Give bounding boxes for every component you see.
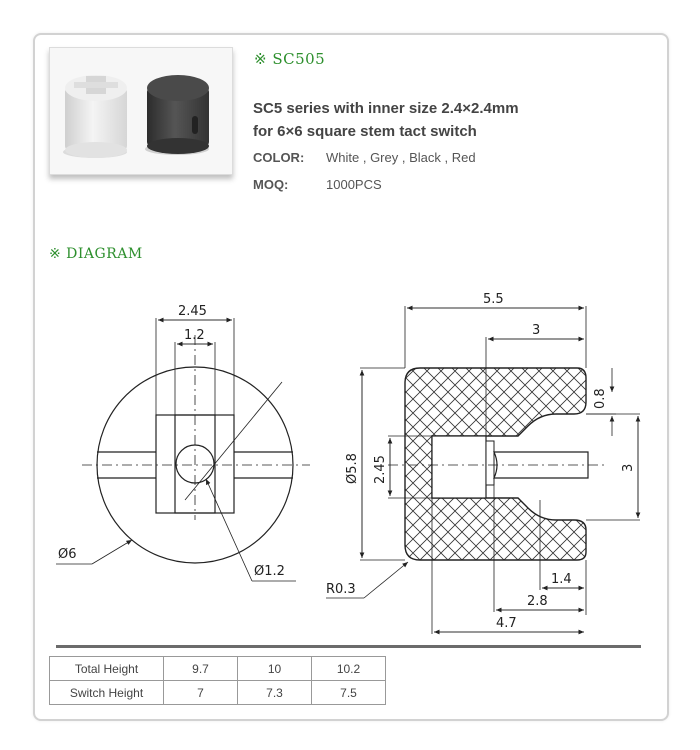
dim-width-outer: 2.45: [178, 304, 207, 319]
color-value: White , Grey , Black , Red: [326, 150, 476, 165]
dim-1-4: 1.4: [551, 572, 572, 587]
table-cell: 10.2: [312, 657, 386, 681]
dim-2-8: 2.8: [527, 594, 548, 609]
table-cell: 10: [238, 657, 312, 681]
table-cell: 7.5: [312, 681, 386, 705]
dim-outer-diameter: Ø6: [58, 547, 77, 562]
divider-rule: [56, 645, 641, 648]
color-label: COLOR:: [253, 150, 305, 165]
table-row: [50, 657, 386, 681]
dim-groove-depth: 0.8: [593, 388, 608, 409]
row-label: Total Height: [50, 657, 164, 681]
dim-4-7: 4.7: [496, 616, 517, 631]
table-cell: 7: [164, 681, 238, 705]
row-label: Switch Height: [50, 681, 164, 705]
table-cell: 7.3: [238, 681, 312, 705]
height-spec-table: [49, 656, 386, 705]
dim-body-diameter: Ø5.8: [345, 453, 360, 484]
dim-corner-radius: R0.3: [326, 582, 356, 597]
moq-value: 1000PCS: [326, 177, 382, 192]
dim-slot-width: 3: [621, 463, 636, 472]
description-line-2: for 6×6 square stem tact switch: [253, 123, 477, 140]
description-line-1: SC5 series with inner size 2.4×2.4mm: [253, 100, 519, 117]
dim-hole-diameter: Ø1.2: [254, 564, 285, 579]
dim-cavity-width: 2.45: [373, 455, 388, 484]
dim-total-length: 5.5: [483, 292, 504, 307]
side-view: [388, 368, 605, 560]
dim-slot-length: 3: [532, 323, 541, 338]
diagram-section-title: ※ DIAGRAM: [49, 246, 143, 262]
moq-label: MOQ:: [253, 177, 289, 192]
front-view: [56, 318, 310, 581]
dim-width-inner: 1.2: [184, 328, 205, 343]
model-title: ※ SC505: [254, 50, 326, 68]
table-cell: 9.7: [164, 657, 238, 681]
table-row: [50, 681, 386, 705]
